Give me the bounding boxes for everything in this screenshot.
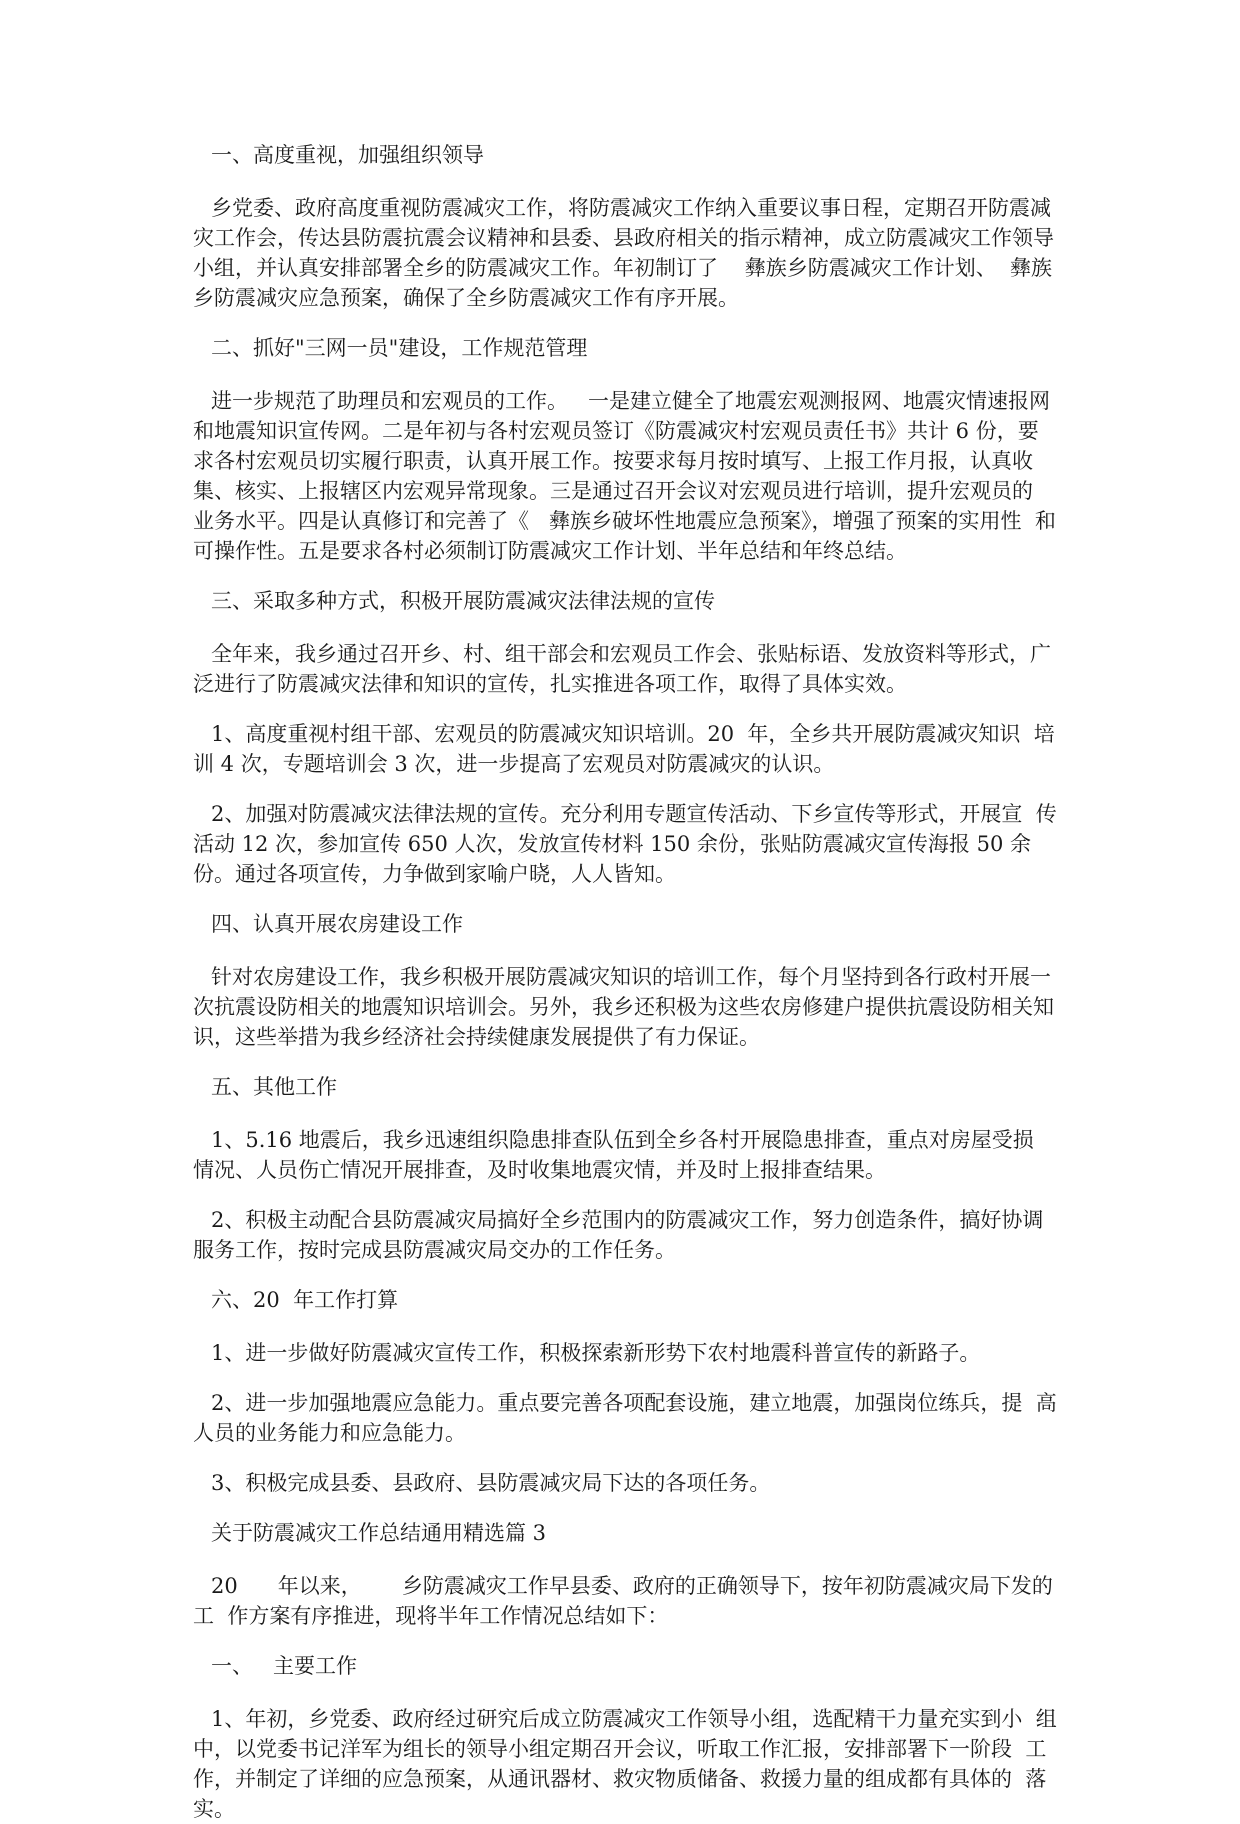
- section-heading-7: 一、 主要工作: [211, 1654, 358, 1678]
- paragraph-9: 1、进一步做好防震减灾宣传工作，积极探索新形势下农村地震科普宣传的新路子。: [211, 1341, 981, 1365]
- article-title: 关于防震减灾工作总结通用精选篇 3: [211, 1521, 547, 1545]
- paragraph-1: 乡党委、政府高度重视防震减灾工作，将防震减灾工作纳入重要议事日程，定期召开防震减灾工作会，传达县防震抗震会议精神和县委、县政府相关的指示精神，成立防震减灾工作领导小组，并认真安排部署全乡的防震减灾工作。年初制订了 彝族乡防震减灾工作计划、 彝族乡防震减灾应急预案，确保了全乡防震减灾工作有序开展。: [193, 196, 1054, 310]
- paragraph-4: 1、高度重视村组干部、宏观员的防震减灾知识培训。20 年，全乡共开展防震减灾知识 培训 4 次，专题培训会 3 次，进一步提高了宏观员对防震减灾的认识。: [193, 722, 1055, 776]
- section-heading-5: 五、其他工作: [211, 1075, 337, 1099]
- document-body: [193, 140, 1064, 1824]
- section-heading-1: 一、高度重视，加强组织领导: [211, 143, 484, 167]
- paragraph-2: 进一步规范了助理员和宏观员的工作。 一是建立健全了地震宏观测报网、地震灾情速报网 和地震知识宣传网。二是年初与各村宏观员签订《防震减灾村宏观员责任书》共计 6 份，要 求各村宏观员切实履行职责，认真开展工作。按要求每月按时填写、上报工作月报，认真收 集、核实、上报辖区内宏观异常现象。三是通过召开会议对宏观员进行培训，提升宏观员的 业务水平。四是认真修订和完善了《 彝族乡破坏性地震应急预案》，增强了预案的实用性 和可操作性。五是要求各村必须制订防震减灾工作计划、半年总结和年终总结。: [193, 389, 1064, 563]
- paragraph-10: 2、进一步加强地震应急能力。重点要完善各项配套设施，建立地震，加强岗位练兵，提 高人员的业务能力和应急能力。: [193, 1391, 1057, 1445]
- paragraph-12: 20 年以来， 乡防震减灾工作早县委、政府的正确领导下，按年初防震减灾局下发的工 作方案有序推进，现将半年工作情况总结如下：: [193, 1574, 1053, 1628]
- section-heading-3: 三、采取多种方式，积极开展防震减灾法律法规的宣传: [211, 589, 715, 613]
- section-heading-6: 六、20 年工作打算: [211, 1288, 399, 1312]
- section-heading-4: 四、认真开展农房建设工作: [211, 912, 463, 936]
- paragraph-3: 全年来，我乡通过召开乡、村、组干部会和宏观员工作会、张贴标语、发放资料等形式，广泛进行了防震减灾法律和知识的宣传，扎实推进各项工作，取得了具体实效。: [193, 642, 1051, 696]
- paragraph-8: 2、积极主动配合县防震减灾局搞好全乡范围内的防震减灾工作，努力创造条件，搞好协调服务工作，按时完成县防震减灾局交办的工作任务。: [193, 1208, 1044, 1262]
- paragraph-5: 2、加强对防震减灾法律法规的宣传。充分利用专题宣传活动、下乡宣传等形式，开展宣 传活动 12 次，参加宣传 650 人次，发放宣传材料 150 余份，张贴防震减灾宣传海报 50 余 份。通过各项宣传，力争做到家喻户晓，人人皆知。: [193, 802, 1057, 886]
- paragraph-11: 3、积极完成县委、县政府、县防震减灾局下达的各项任务。: [211, 1471, 771, 1495]
- paragraph-13: 1、年初，乡党委、政府经过研究后成立防震减灾工作领导小组，选配精干力量充实到小 组中，以党委书记洋军为组长的领导小组定期召开会议，听取工作汇报，安排部署下一阶段 工作，并制定了详细的应急预案，从通讯器材、救灾物质储备、救援力量的组成都有具体的 落实。: [193, 1707, 1057, 1821]
- section-heading-2: 二、抓好"三网一员"建设，工作规范管理: [211, 336, 588, 360]
- paragraph-7: 1、5.16 地震后，我乡迅速组织隐患排查队伍到全乡各村开展隐患排查，重点对房屋受损 情况、人员伤亡情况开展排查，及时收集地震灾情，并及时上报排查结果。: [193, 1128, 1048, 1182]
- paragraph-6: 针对农房建设工作，我乡积极开展防震减灾知识的培训工作，每个月坚持到各行政村开展一次抗震设防相关的地震知识培训会。另外，我乡还积极为这些农房修建户提供抗震设防相关知识，这些举措为我乡经济社会持续健康发展提供了有力保证。: [193, 965, 1054, 1049]
